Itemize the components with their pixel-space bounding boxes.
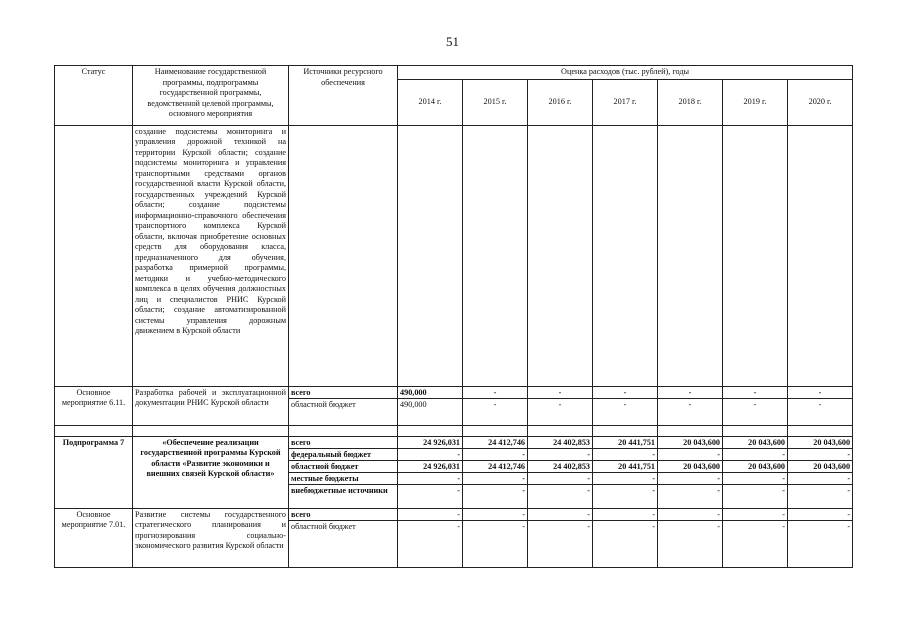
header-sources: Источники ресурсного обеспечения <box>289 66 398 126</box>
value: - <box>782 521 785 531</box>
value: - <box>593 473 657 485</box>
value-cell <box>398 508 463 567</box>
subprogram-7-sources <box>289 436 398 508</box>
source-label: всего <box>289 387 397 399</box>
value: - <box>688 399 692 409</box>
value: - <box>658 387 722 399</box>
value-cell <box>723 508 788 567</box>
value-cell <box>658 436 723 508</box>
value: - <box>522 485 525 495</box>
value: - <box>522 521 525 531</box>
value-cell <box>528 508 593 567</box>
value: 24 412,746 <box>463 437 527 449</box>
measure-7-01-status: Основное мероприятие 7.01. <box>55 508 133 567</box>
value: - <box>723 387 787 399</box>
source-label: федеральный бюджет <box>289 449 397 461</box>
value: - <box>457 485 460 495</box>
source-label: всего <box>289 437 397 449</box>
value: - <box>463 449 527 461</box>
value: 24 926,031 <box>398 437 462 449</box>
value-cell <box>398 436 463 508</box>
value: - <box>658 449 722 461</box>
value: - <box>623 399 627 409</box>
header-year: 2015 г. <box>463 79 528 125</box>
empty-cell <box>723 125 788 386</box>
empty-cell <box>658 125 723 386</box>
value: - <box>463 509 527 521</box>
header-estimate: Оценка расходов (тыс. рублей), годы <box>398 66 853 80</box>
value: - <box>528 449 592 461</box>
value: - <box>528 509 592 521</box>
header-year: 2016 г. <box>528 79 593 125</box>
spacer-row <box>55 425 853 436</box>
header-year: 2018 г. <box>658 79 723 125</box>
value-cell <box>593 436 658 508</box>
value: - <box>398 509 462 521</box>
subprogram-7-name: «Обеспечение реализации государственной программы Курской области «Развитие экономики и внешних связей Курской области» <box>133 436 289 508</box>
source-label: областной бюджет <box>291 521 356 531</box>
empty-cell <box>398 125 463 386</box>
source-label: областной бюджет <box>289 461 397 473</box>
value: - <box>528 387 592 399</box>
value: 20 441,751 <box>593 437 657 449</box>
measure-6-11-status: Основное мероприятие 6.11. <box>55 386 133 425</box>
value-cell <box>528 436 593 508</box>
value-cell <box>593 386 658 425</box>
value: - <box>717 521 720 531</box>
value: - <box>528 473 592 485</box>
value: - <box>723 449 787 461</box>
measure-7-01-sources <box>289 508 398 567</box>
source-label: внебюджетные источники <box>291 485 388 495</box>
value-cell <box>788 436 853 508</box>
value-cell <box>593 508 658 567</box>
header-year: 2014 г. <box>398 79 463 125</box>
value: 20 441,751 <box>593 461 657 473</box>
header-year: 2020 г. <box>788 79 853 125</box>
value: - <box>493 399 497 409</box>
value: - <box>788 473 852 485</box>
source-label: всего <box>289 509 397 521</box>
value: - <box>753 399 757 409</box>
value: - <box>788 387 852 399</box>
value-cell <box>528 386 593 425</box>
measure-6-11-sources <box>289 386 398 425</box>
header-year: 2019 г. <box>723 79 788 125</box>
value: - <box>658 509 722 521</box>
source-label: областной бюджет <box>291 399 356 409</box>
value-cell <box>463 508 528 567</box>
continuation-name: создание подсистемы мониторинга и управления дорожной техникой на территории Курской области; создание подсистемы мониторинга и управления транспортными средствами органов государственной власти Курской области, государственных учреждений Курской области; создание подсистемы информационно-справочного обеспечения транспортного комплекса Курской области, включая приобретение основных средств для оборудования класса, предназначенного для обучения, разработка примерной программы, методики и учебно-методического комплекса в целях обучения должностных лиц и специалистов РНИС Курской области; создание автоматизированной системы управления дорожным движением в Курской области <box>133 125 289 386</box>
value: - <box>652 485 655 495</box>
value: - <box>457 521 460 531</box>
header-row <box>55 66 853 80</box>
page-number: 51 <box>446 34 459 49</box>
empty-cell <box>593 125 658 386</box>
subprogram-7-row <box>55 436 853 508</box>
value: - <box>717 485 720 495</box>
value: 24 926,031 <box>398 461 462 473</box>
measure-6-11-name: Разработка рабочей и эксплуатационной документации РНИС Курской области <box>133 386 289 425</box>
value-cell <box>398 386 463 425</box>
value-cell <box>658 386 723 425</box>
value: - <box>593 387 657 399</box>
value: 20 043,600 <box>788 461 852 473</box>
measure-6-11-row <box>55 386 853 425</box>
value: - <box>847 485 851 495</box>
empty-cell <box>289 125 398 386</box>
value: - <box>847 521 851 531</box>
header-year: 2017 г. <box>593 79 658 125</box>
value-cell <box>463 386 528 425</box>
subprogram-7-status: Подпрограмма 7 <box>55 436 133 508</box>
empty-cell <box>463 125 528 386</box>
value: 24 412,746 <box>463 461 527 473</box>
measure-7-01-name: Развитие системы государственного стратегического планирования и прогнозирования социально-экономического развития Курской области <box>133 508 289 567</box>
value-cell <box>723 436 788 508</box>
value: - <box>587 485 590 495</box>
continuation-row <box>55 125 853 386</box>
value: 490,000 <box>400 399 427 409</box>
value: 20 043,600 <box>723 461 787 473</box>
value: - <box>788 449 852 461</box>
value: - <box>398 473 462 485</box>
value: - <box>593 449 657 461</box>
value: - <box>818 399 822 409</box>
value-cell <box>723 386 788 425</box>
value: 20 043,600 <box>658 461 722 473</box>
value: - <box>398 449 462 461</box>
value: - <box>587 521 590 531</box>
value: - <box>593 509 657 521</box>
empty-cell <box>788 125 853 386</box>
measure-7-01-row <box>55 508 853 567</box>
value: - <box>723 509 787 521</box>
value: 490,000 <box>398 387 462 399</box>
continuation-status <box>55 125 133 386</box>
value: - <box>782 485 785 495</box>
value: - <box>558 399 562 409</box>
value: - <box>723 473 787 485</box>
source-label: местные бюджеты <box>289 473 397 485</box>
value: 20 043,600 <box>723 437 787 449</box>
value: - <box>652 521 655 531</box>
value: 24 402,853 <box>528 461 592 473</box>
value: 24 402,853 <box>528 437 592 449</box>
value: 20 043,600 <box>788 437 852 449</box>
value: - <box>788 509 852 521</box>
empty-cell <box>528 125 593 386</box>
value-cell <box>788 508 853 567</box>
header-status: Статус <box>55 66 133 126</box>
value-cell <box>788 386 853 425</box>
value: - <box>463 387 527 399</box>
value-cell <box>463 436 528 508</box>
value: - <box>463 473 527 485</box>
value-cell <box>658 508 723 567</box>
header-name: Наименование государственной программы, подпрограммы государственной программы, ведомственной целевой программы, основного мероприятия <box>133 66 289 126</box>
value: 20 043,600 <box>658 437 722 449</box>
budget-table <box>54 65 853 568</box>
value: - <box>658 473 722 485</box>
